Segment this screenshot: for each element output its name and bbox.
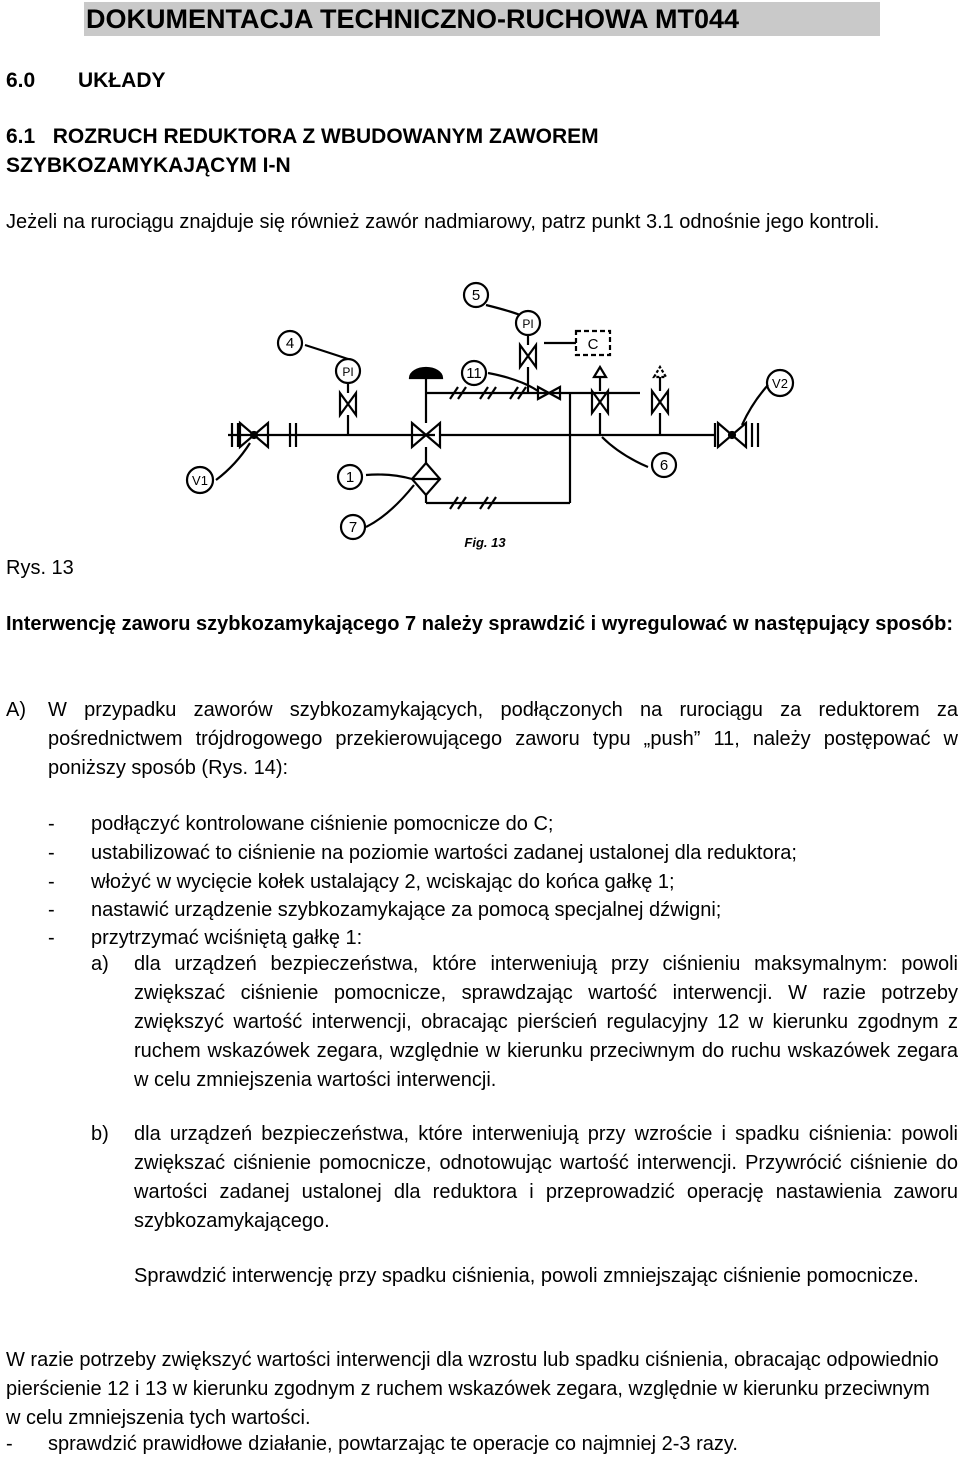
closing-paragraph: W razie potrzeby zwiększyć wartości interwencji dla wzrostu lub spadku ciśnienia, obracając odpowiednio pierścienie 12 i 13 w kierunku zgodnym z ruchem wskazówek zegara, względnie w kierunku przeciwnym w celu zmniejszenia tych wartości. [6,1349,939,1429]
sub-step-a-marker: a) [91,953,109,975]
step-dash: - [48,813,55,835]
intro-paragraph: Jeżeli na rurociągu znajduje się również zawór nadmiarowy, patrz punkt 3.1 odnośnie jego kontroli. [6,211,880,233]
step-dash: - [48,927,55,949]
step-dash: - [6,1433,13,1455]
figure-label-1: 1 [345,469,355,486]
sub-step-b-note: Sprawdzić interwencję przy spadku ciśnienia, powoli zmniejszając ciśnienie pomocnicze. [134,1265,919,1287]
figure-label-pi-4: PI [342,365,354,379]
list-item: ustabilizować to ciśnienie na poziomie wartości zadanej ustalonej dla reduktora; [91,842,797,864]
pipeline-schematic-figure [140,275,800,560]
figure-label-v1: V1 [192,473,208,488]
figure-label-11: 11 [466,365,482,382]
list-item: nastawić urządzenie szybkozamykające za pomocą specjalnej dźwigni; [91,899,722,921]
figure-label-7: 7 [348,519,358,536]
sub-step-b-marker: b) [91,1123,109,1145]
section-title: UKŁADY [78,69,166,92]
figure-caption: Fig. 13 [464,535,506,550]
subsection-title-line1: 6.1 ROZRUCH REDUKTORA Z WBUDOWANYM ZAWOREM [6,125,599,148]
section-number: 6.0 [6,69,36,92]
figure-label-c: C [587,336,599,353]
figure-label-6: 6 [659,457,669,474]
sub-step-a-text: dla urządzeń bezpieczeństwa, które interweniują przy ciśnieniu maksymalnym: powoli zwiększać ciśnienie pomocnicze, sprawdzając wartość interwencji. W razie potrzeby zwiększyć wartość interwencji, obracając pierścień regulacyjny 12 w kierunku zgodnym z ruchem wskazówek zegara, względnie w kierunku przeciwnym do ruchu wskazówek zegara w celu zmniejszenia wartości interwencji. [134,953,958,1091]
case-a-marker: A) [6,699,26,721]
step-dash: - [48,871,55,893]
sub-step-b-text: dla urządzeń bezpieczeństwa, które interweniują przy wzroście i spadku ciśnienia: powoli zwiększać ciśnienie pomocnicze, odnotowując wartość interwencji. Przywrócić ciśnienie do wartości zadanej ustalonej dla reduktora i przeprowadzić operację nastawienia zaworu szybkozamykającego. [134,1123,958,1232]
instruction-heading: Interwencję zaworu szybkozamykającego 7 należy sprawdzić i wyregulować w następujący sposób: [6,613,953,635]
document-header-title: DOKUMENTACJA TECHNICZNO-RUCHOWA MT044 [84,2,880,36]
figure-label-v2: V2 [772,376,788,391]
list-item: włożyć w wycięcie kołek ustalający 2, wciskając do końca gałkę 1; [91,871,675,893]
case-a-text: W przypadku zaworów szybkozamykających, podłączonych na rurociągu za reduktorem za pośrednictwem trójdrogowego przekierowującego zaworu typu „push” 11, należy postępować w poniższy sposób (Rys. 14): [48,699,958,779]
figure-label-5: 5 [471,287,481,304]
list-item: podłączyć kontrolowane ciśnienie pomocnicze do C; [91,813,554,835]
step-dash: - [48,842,55,864]
figure-label-4: 4 [285,335,295,352]
figure-reference: Rys. 13 [6,557,74,579]
final-step: sprawdzić prawidłowe działanie, powtarzając te operacje co najmniej 2-3 razy. [48,1433,738,1455]
figure-label-pi-5: PI [522,317,534,331]
subsection-title-line2: SZYBKOZAMYKAJĄCYM I-N [6,154,291,177]
list-item: przytrzymać wciśniętą gałkę 1: [91,927,363,949]
step-dash: - [48,899,55,921]
